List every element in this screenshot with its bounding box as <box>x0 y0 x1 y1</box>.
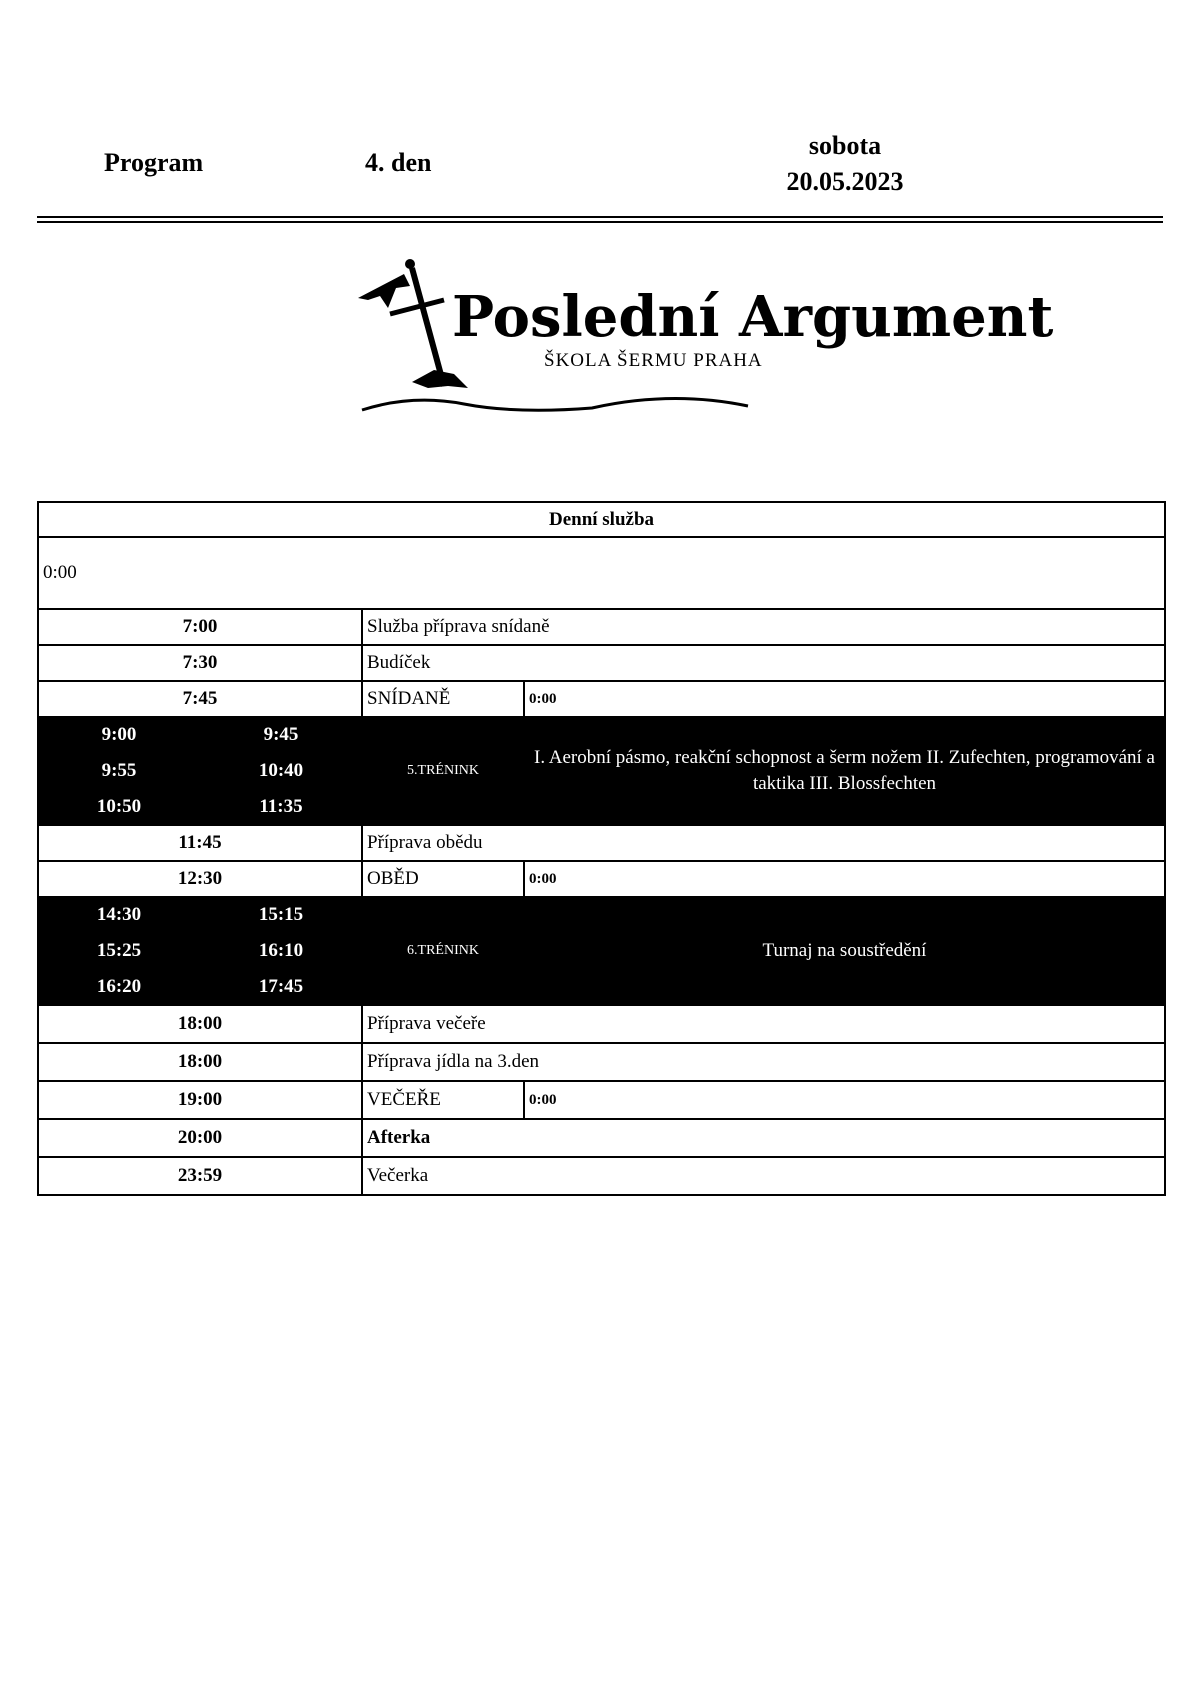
row-text: Afterka <box>362 1119 1165 1157</box>
schedule-row <box>38 861 1165 897</box>
slot-start: 9:55 <box>38 753 200 789</box>
school-logo <box>352 258 1054 418</box>
training-row <box>38 897 1165 933</box>
duty-value-row <box>38 537 1165 609</box>
training-label: 5.TRÉNINK <box>362 717 524 825</box>
row-value: 0:00 <box>524 1081 1165 1119</box>
row-text: Budíček <box>362 645 1165 681</box>
sword-flag-icon <box>352 258 1054 418</box>
day-label: 4. den <box>365 148 432 177</box>
schedule-row <box>38 1005 1165 1043</box>
duty-title: Denní služba <box>38 502 1165 537</box>
logo-subtitle: ŠKOLA ŠERMU PRAHA <box>544 350 763 371</box>
slot-start: 15:25 <box>38 933 200 969</box>
row-value: 0:00 <box>524 681 1165 717</box>
slot-start: 10:50 <box>38 789 200 825</box>
schedule-table <box>37 501 1166 1196</box>
row-text: OBĚD <box>362 861 524 897</box>
slot-start: 16:20 <box>38 969 200 1005</box>
row-text: Služba příprava snídaně <box>362 609 1165 645</box>
schedule-row <box>38 825 1165 861</box>
header-rule-top <box>37 216 1163 218</box>
logo-title: Poslední Argument <box>452 284 1054 350</box>
training-row <box>38 717 1165 753</box>
row-time: 12:30 <box>38 861 362 897</box>
row-text: Příprava obědu <box>362 825 1165 861</box>
row-time: 7:30 <box>38 645 362 681</box>
row-time: 18:00 <box>38 1043 362 1081</box>
slot-end: 16:10 <box>200 933 362 969</box>
duty-value: 0:00 <box>38 537 1165 609</box>
row-time: 20:00 <box>38 1119 362 1157</box>
weekday-label: sobota <box>808 131 882 160</box>
slot-end: 11:35 <box>200 789 362 825</box>
row-text: Příprava jídla na 3.den <box>362 1043 1165 1081</box>
duty-title-row <box>38 502 1165 537</box>
row-text: VEČEŘE <box>362 1081 524 1119</box>
training-label: 6.TRÉNINK <box>362 897 524 1005</box>
schedule-row <box>38 1119 1165 1157</box>
row-time: 7:00 <box>38 609 362 645</box>
slot-end: 10:40 <box>200 753 362 789</box>
schedule-row <box>38 1081 1165 1119</box>
slot-start: 14:30 <box>38 897 200 933</box>
training-text: Turnaj na soustředění <box>524 897 1165 1005</box>
row-time: 7:45 <box>38 681 362 717</box>
row-text: SNÍDANĚ <box>362 681 524 717</box>
slot-end: 17:45 <box>200 969 362 1005</box>
schedule-row <box>38 681 1165 717</box>
schedule-row <box>38 645 1165 681</box>
slot-end: 9:45 <box>200 717 362 753</box>
row-text: Příprava večeře <box>362 1005 1165 1043</box>
date-block <box>735 128 955 200</box>
slot-end: 15:15 <box>200 897 362 933</box>
row-time: 19:00 <box>38 1081 362 1119</box>
row-time: 23:59 <box>38 1157 362 1195</box>
row-time: 11:45 <box>38 825 362 861</box>
schedule-row <box>38 1043 1165 1081</box>
row-time: 18:00 <box>38 1005 362 1043</box>
row-value: 0:00 <box>524 861 1165 897</box>
program-label: Program <box>104 148 204 177</box>
training-text: I. Aerobní pásmo, reakční schopnost a šerm nožem II. Zufechten, programování a taktika III. Blossfechten <box>524 717 1165 825</box>
header-rule-bottom <box>37 221 1163 223</box>
row-text: Večerka <box>362 1157 1165 1195</box>
date-label: 20.05.2023 <box>786 167 904 196</box>
schedule-row <box>38 609 1165 645</box>
schedule-row <box>38 1157 1165 1195</box>
slot-start: 9:00 <box>38 717 200 753</box>
